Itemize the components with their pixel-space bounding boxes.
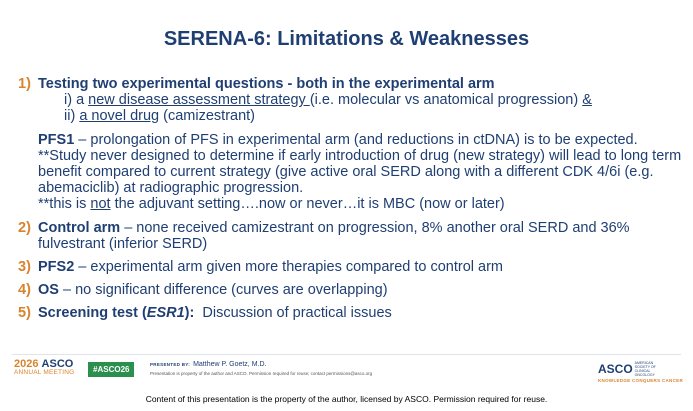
item-number: 2) (18, 220, 31, 236)
list-item-1 (18, 76, 690, 212)
adjuvant-note: **this is not the adjuvant setting….now or never…it is MBC (now or later) (38, 196, 505, 212)
item-heading: Testing two experimental questions - both in the experimental arm (38, 76, 495, 92)
list-item-2: 2) Control arm – none received camizestrant on progression, 8% another oral SERD and 36% fulvestrant (inferior SERD) (18, 220, 630, 252)
study-note: **Study never designed to determine if early introduction of drug (new strategy) will lead to long term benefit compared to current strategy (give active oral SERD along with a different CDK 4/6i (e.g. abemaciclib) at radiographic progression. (38, 148, 682, 196)
item-number: 1) (18, 76, 31, 92)
sub-item-ii: ii) a novel drug (camizestrant) (64, 108, 256, 124)
item-number: 3) (18, 259, 31, 275)
pfs1-paragraph: PFS1 – prolongation of PFS in experimental arm (and reductions in ctDNA) is to be expected. (38, 132, 638, 148)
item-number: 4) (18, 282, 31, 298)
limitations-list (18, 76, 690, 321)
slide-title: SERENA-6: Limitations & Weaknesses (163, 28, 530, 50)
list-item-3: 3) PFS2 – experimental arm given more therapies compared to control arm (18, 259, 504, 275)
property-note: Presentation is property of the author and ASCO. Permission required for reuse; contact permissions@asco.org (150, 371, 373, 376)
list-item-4: 4) OS – no significant difference (curves are overlapping) (18, 282, 388, 298)
asco-logo: ASCO AMERICAN SOCIETY OF CLINICAL ONCOLOGY KNOWLEDGE CONQUERS CANCER (598, 360, 684, 383)
item-number: 5) (18, 305, 31, 321)
presenter-info: PRESENTED BY: Matthew P. Goetz, M.D. Presentation is property of the author and ASCO. Permission required for reuse; contact permissions@asco.org (150, 361, 373, 376)
slide-footer (0, 358, 693, 384)
copyright-notice: Content of this presentation is the property of the author, licensed by ASCO. Permission required for reuse. (145, 394, 548, 404)
list-item-5: 5) Screening test (ESR1): Discussion of practical issues (18, 305, 392, 321)
asco-annual-meeting-logo: 2026 ASCO ANNUAL MEETING (14, 358, 75, 376)
sub-item-i: i) a new disease assessment strategy (i.e. molecular vs anatomical progression) & (64, 92, 592, 108)
footer-divider (12, 354, 681, 355)
hashtag-badge: #ASCO26 (88, 362, 134, 377)
